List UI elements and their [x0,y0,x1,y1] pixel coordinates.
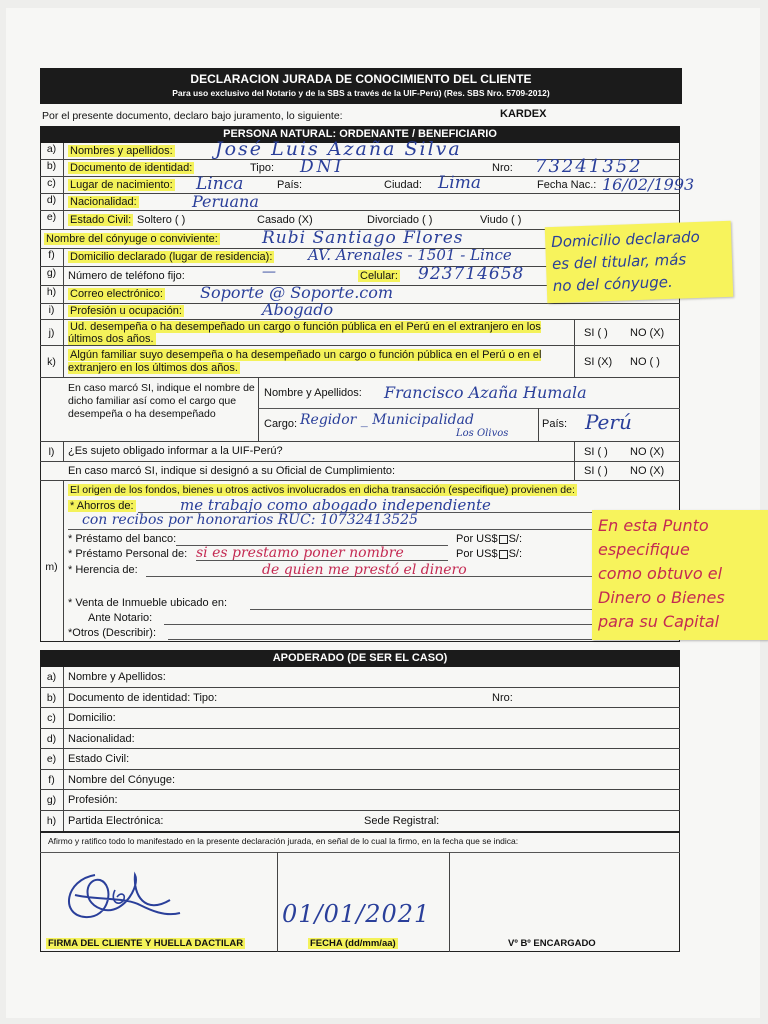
row-letter: d) [40,194,64,210]
sticky-note-origen [592,510,768,640]
k-si-option: SI (X) [584,356,613,368]
ahorros-value: me trabajo como abogado independiente [180,496,491,514]
soltero-option: Soltero ( ) [137,214,186,226]
note-line: no del cónyuge. [552,272,674,296]
l-no-option: NO (X) [630,446,665,458]
familiar-nombre-value: Francisco Azaña Humala [384,383,587,402]
apoderado-row [40,729,680,750]
nombres-value: José Luis Azaña Silva [215,138,462,160]
k-no-option: NO ( ) [630,356,660,368]
row-letter: k) [40,346,64,377]
l-si-option: SI ( ) [584,446,608,458]
form-subtitle: Para uso exclusivo del Notario y de la SBS a través de la UIF-Perú) (Res. SBS Nro. 5709-2012) [172,88,550,98]
j-no-option: NO (X) [630,327,665,339]
j-si-option: SI ( ) [584,327,608,339]
sticky-note-domicilio [545,221,734,303]
row-j [40,320,680,346]
oficial-no-option: NO (X) [630,465,665,477]
row-letter: a) [40,143,64,159]
apoderado-field-label: Domicilio: [68,712,116,724]
ahorros-label: * Ahorros de: [70,500,134,512]
note-line: especifique [598,540,690,559]
casado-option: Casado (X) [257,214,313,226]
lugar-label: Lugar de nacimiento: [70,179,173,191]
domicilio-value: AV. Arenales - 1501 - Lince [308,246,512,264]
notario-line [164,624,596,625]
oficial-si-option: SI ( ) [584,465,608,477]
otros-line [168,639,596,640]
tipo-label: Tipo: [250,162,275,174]
lugar-value: Linca [196,174,244,194]
cargo-publico-label: Ud. desempeña o ha desempeñado un cargo o función pública en el Perú en el extranjero en los últimos dos años. [68,321,541,345]
divider [277,852,278,952]
correo-value: Soporte @ Soporte.com [200,283,394,302]
apoderado-field-extra: Nro: [492,691,513,704]
ciudad-value: Lima [438,173,481,193]
vb-encargado-label: Vº Bº ENCARGADO [508,938,596,949]
soles-label-2: S/: [508,548,523,560]
row-i [40,304,680,320]
row-letter: b) [40,160,64,176]
divider [449,852,450,952]
apoderado-field-label: Nombre y Apellidos: [68,671,166,683]
profesion-label: Profesión u ocupación: [70,305,182,317]
note-line: Domicilio declarado [550,227,701,252]
estado-civil-label: Estado Civil: [70,214,132,226]
correo-label: Correo electrónico: [70,288,163,300]
row-letter: c) [40,177,64,193]
apoderado-field-label: Estado Civil: [68,753,130,765]
row-letter: b) [40,688,64,708]
row-c [40,177,680,194]
nombres-label: Nombres y apellidos: [70,145,173,157]
conyuge-value: Rubi Santiago Flores [262,228,464,248]
nro-label: Nro: [492,162,513,174]
apoderado-field-extra: Sede Registral: [364,814,440,827]
row-k [40,346,680,378]
familiar-pais-value: Perú [585,410,632,434]
row-letter: j) [40,320,64,345]
divorciado-option: Divorciado ( ) [367,214,433,226]
note-line: es del titular, más [551,250,687,274]
row-letter: e) [40,211,64,229]
familiar-cargo-value: Regidor _ Municipalidad [300,412,474,428]
prestamo-banco-label: * Préstamo del banco: [68,533,177,545]
section1-title: PERSONA NATURAL: ORDENANTE / BENEFICIARIO [40,126,680,143]
note-line: En esta Punto [598,516,709,535]
herencia-value: de quien me prestó el dinero [262,562,467,578]
familiar-cargo-label: Algún familiar suyo desempeña o ha desempeñado un cargo o función pública en el Perú o en el extranjero en los últimos dos años. [68,349,542,374]
ciudad-label: Ciudad: [384,179,422,191]
note-line: para su Capital [598,612,720,631]
celular-value: 923714658 [418,264,525,284]
apoderado-row [40,688,680,709]
familiar-nombre-label: Nombre y Apellidos: [264,387,362,399]
divider [574,442,575,462]
prestamo-personal-label: * Préstamo Personal de: [68,548,188,560]
row-m-letter-cell [40,481,64,642]
note-line: Dinero o Bienes [598,588,725,607]
affirm-text: Afirmo y ratifico todo lo manifestado en la presente declaración jurada, en señal de lo cual la firmo, en la fecha que se indica: [48,836,519,846]
apoderado-field-label: Partida Electrónica: [68,814,164,827]
fecha-nac-value: 16/02/1993 [602,175,695,194]
row-letter: f) [40,249,64,266]
divider [574,320,575,346]
venta-inmueble-label: * Venta de Inmueble ubicado en: [68,597,228,609]
uif-label: ¿Es sujeto obligado informar a la UIF-Perú? [68,445,283,457]
nacionalidad-label: Nacionalidad: [70,196,137,208]
apoderado-row [40,770,680,791]
k-detail-text: En caso marcó SI, indique el nombre de dicho familiar así como el cargo que desempeña o ha desempeñado [68,382,255,420]
apoderado-row [40,811,680,832]
soles-label: S/: [508,533,523,545]
apoderado-row [40,749,680,770]
row-l-detail [40,462,680,481]
firma-label: FIRMA DEL CLIENTE Y HUELLA DACTILAR [48,938,244,949]
row-letter: h) [40,811,64,832]
row-letter: g) [40,267,64,285]
oficial-label: En caso marcó SI, indique si designó a su Oficial de Cumplimiento: [68,465,396,477]
note-line: como obtuvo el [598,564,723,583]
prestamo-personal-value: si es prestamo poner nombre [196,545,404,561]
row-letter: a) [40,667,64,687]
por-usd-label-2: Por US$ [456,548,498,560]
herencia-label: * Herencia de: [68,564,138,576]
apoderado-row [40,667,680,688]
celular-label: Celular: [360,270,398,282]
documento-label: Documento de identidad: [70,162,193,174]
divider [258,408,680,409]
otros-label: *Otros (Describir): [68,627,157,639]
row-letter: i) [40,304,64,319]
nro-value: 73241352 [535,156,643,177]
apoderado-field-label: Nacionalidad: [68,732,135,745]
form-title: DECLARACION JURADA DE CONOCIMIENTO DEL CLIENTE [190,72,532,86]
viudo-option: Viudo ( ) [480,214,522,226]
signature-icon [55,855,185,935]
usd-checkbox[interactable] [499,535,508,544]
row-d [40,194,680,211]
row-letter: g) [40,790,64,810]
domicilio-label: Domicilio declarado (lugar de residencia): [70,251,273,263]
row-letter: d) [40,729,64,749]
telefono-value: — [262,264,276,280]
row-letter: h) [40,286,64,303]
divider [538,408,539,442]
divider [258,378,259,442]
fecha-value: 01/01/2021 [282,900,431,928]
row-letter: c) [40,708,64,728]
apoderado-row [40,708,680,729]
familiar-cargo-field-label: Cargo: [264,418,298,430]
row-letter: m) [45,561,58,573]
familiar-pais-label: País: [542,418,568,430]
row-letter: e) [40,749,64,769]
ahorros-value-2: con recibos por honorarios RUC: 10732413525 [82,512,418,528]
fecha-nac-label: Fecha Nac.: [537,179,597,191]
familiar-cargo-value2: Los Olivos [456,428,509,439]
form-header [40,68,682,104]
fecha-label: FECHA (dd/mm/aa) [310,938,396,949]
apoderado-field-label: Nombre del Cónyuge: [68,773,176,786]
conyuge-label: Nombre del cónyuge o conviviente: [46,233,218,245]
row-l [40,442,680,462]
apoderado-field-label: Documento de identidad: Tipo: [68,691,218,704]
intro-text: Por el presente documento, declaro bajo juramento, lo siguiente: [42,110,343,122]
ante-notario-label: Ante Notario: [88,612,153,624]
row-letter: l) [40,442,64,461]
ahorros-line-2 [68,529,598,530]
profesion-value: Abogado [262,300,334,319]
divider [574,346,575,378]
por-usd-label: Por US$ [456,533,498,545]
venta-line [250,609,596,610]
pais-label: País: [277,179,303,191]
origen-fondos-label: El origen de los fondos, bienes u otros activos involucrados en dicha transacción (especifique) provienen de: [70,484,575,496]
apoderado-field-label: Profesión: [68,794,118,806]
nacionalidad-value: Peruana [192,192,259,211]
tipo-value: DNI [300,157,345,177]
kardex-label: KARDEX [500,108,547,120]
divider [574,462,575,481]
apoderado-row [40,790,680,811]
row-letter: f) [40,770,64,790]
telefono-label: Número de teléfono fijo: [68,270,185,282]
section2-title: APODERADO (DE SER EL CASO) [40,650,680,667]
divider [40,852,680,853]
usd-checkbox-2[interactable] [499,550,508,559]
